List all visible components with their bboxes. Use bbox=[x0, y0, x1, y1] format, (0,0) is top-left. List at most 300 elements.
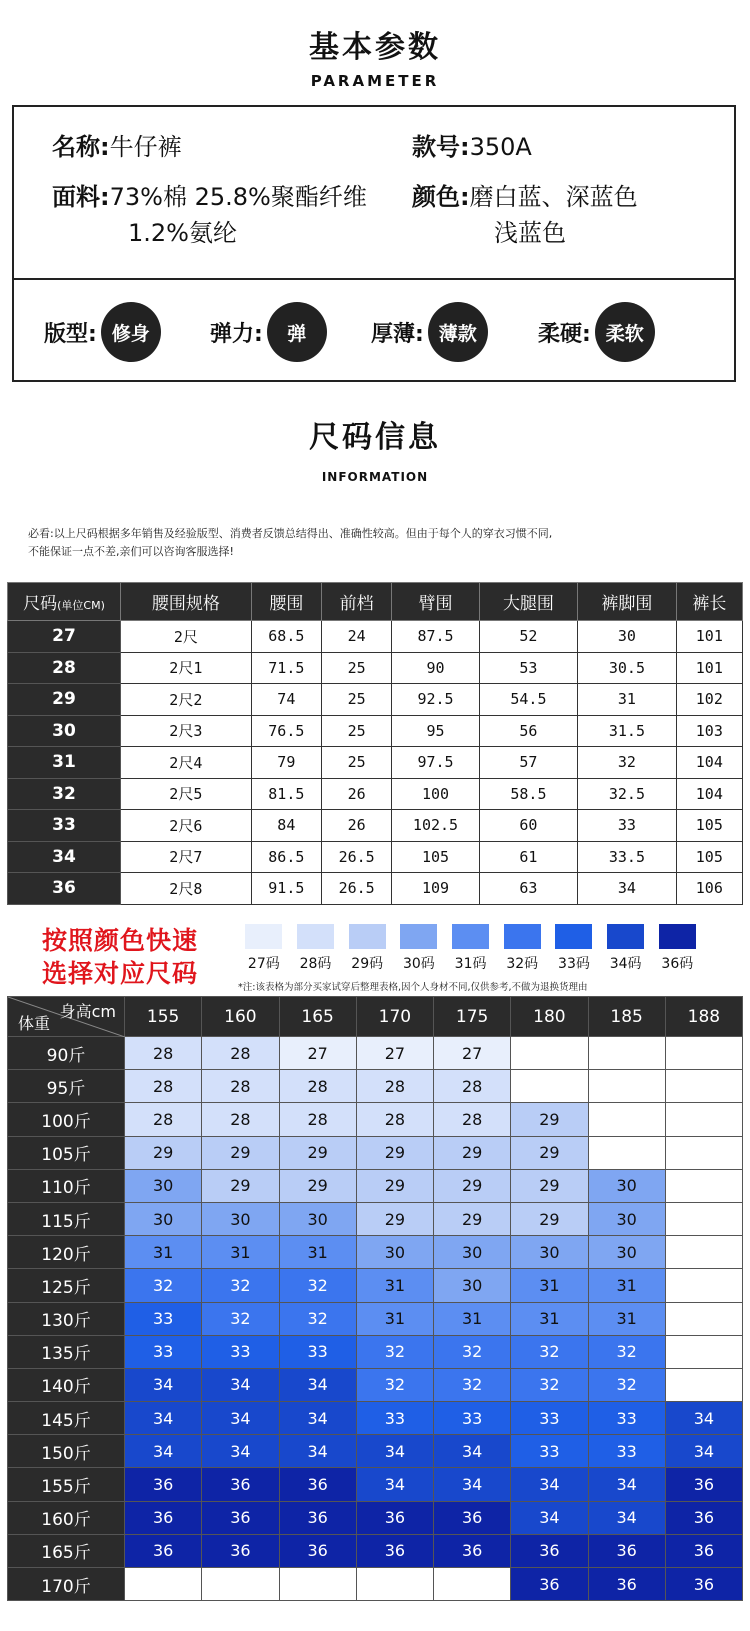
size-table-cell: 97.5 bbox=[392, 747, 479, 779]
size-recommendation-cell: 36 bbox=[665, 1534, 742, 1567]
size-recommendation-cell: 33 bbox=[511, 1435, 588, 1468]
fabric bbox=[52, 179, 367, 215]
size-recommendation-cell bbox=[356, 1568, 433, 1601]
legend-label: 27码 bbox=[247, 956, 280, 972]
size-recommendation-cell: 30 bbox=[588, 1169, 665, 1202]
size-table-cell: 71.5 bbox=[251, 652, 321, 684]
size-recommendation-cell: 34 bbox=[665, 1402, 742, 1435]
size-recommendation-cell: 29 bbox=[434, 1202, 511, 1235]
size-table-cell: 25 bbox=[321, 684, 391, 716]
size-recommendation-cell: 32 bbox=[588, 1335, 665, 1368]
size-recommendation-cell: 31 bbox=[356, 1269, 433, 1302]
size-recommendation-cell: 29 bbox=[356, 1202, 433, 1235]
size-table-cell: 2尺 bbox=[121, 621, 252, 653]
size-recommendation-cell: 33 bbox=[202, 1335, 279, 1368]
size-recommendation-cell: 29 bbox=[279, 1169, 356, 1202]
size-recommendation-cell: 34 bbox=[511, 1468, 588, 1501]
size-recommendation-cell: 28 bbox=[356, 1103, 433, 1136]
size-recommendation-cell: 32 bbox=[511, 1335, 588, 1368]
size-recommendation-cell: 34 bbox=[434, 1468, 511, 1501]
size-label: 29 bbox=[8, 684, 121, 716]
size-label: 34 bbox=[8, 841, 121, 873]
product-name-value: 牛仔裤 bbox=[109, 133, 182, 161]
weight-label: 170斤 bbox=[8, 1568, 125, 1601]
size-table-cell: 101 bbox=[676, 652, 742, 684]
weight-label: 165斤 bbox=[8, 1534, 125, 1567]
height-axis-label: 身高cm bbox=[59, 1002, 116, 1021]
size-header-unit: (单位CM) bbox=[57, 599, 105, 612]
height-header-row bbox=[8, 997, 743, 1037]
size-table-cell: 26 bbox=[321, 810, 391, 842]
size-recommendation-cell: 30 bbox=[434, 1236, 511, 1269]
size-table-cell: 95 bbox=[392, 715, 479, 747]
size-table-cell: 91.5 bbox=[251, 873, 321, 905]
size-recommendation-cell: 33 bbox=[588, 1402, 665, 1435]
size-recommendation-cell: 32 bbox=[434, 1368, 511, 1401]
legend-swatch bbox=[297, 924, 334, 949]
size-recommendation-cell: 27 bbox=[434, 1037, 511, 1070]
size-table-cell: 25 bbox=[321, 747, 391, 779]
size-header-label: 尺码 bbox=[23, 594, 58, 614]
legend-label: 31码 bbox=[454, 956, 487, 972]
legend-swatch bbox=[659, 924, 696, 949]
size-recommendation-cell: 36 bbox=[202, 1501, 279, 1534]
size-recommendation-cell: 28 bbox=[202, 1070, 279, 1103]
size-table-cell: 92.5 bbox=[392, 684, 479, 716]
size-table-row bbox=[8, 810, 743, 842]
size-recommendation-cell: 31 bbox=[279, 1236, 356, 1269]
weight-row bbox=[8, 1103, 743, 1136]
size-label: 31 bbox=[8, 747, 121, 779]
size-table-cell: 32.5 bbox=[578, 778, 676, 810]
weight-row bbox=[8, 1568, 743, 1601]
size-table-cell: 76.5 bbox=[251, 715, 321, 747]
legend-label: 34码 bbox=[609, 956, 642, 972]
fabric-line-1: 73%棉 25.8%聚酯纤维 bbox=[109, 183, 367, 211]
legend-label: 32码 bbox=[506, 956, 539, 972]
size-recommendation-cell: 33 bbox=[356, 1402, 433, 1435]
parameter-box bbox=[12, 105, 736, 382]
size-recommendation-cell bbox=[665, 1037, 742, 1070]
size-recommendation-cell: 28 bbox=[434, 1103, 511, 1136]
size-label: 33 bbox=[8, 810, 121, 842]
color bbox=[412, 179, 638, 215]
size-table-row bbox=[8, 841, 743, 873]
legend-item bbox=[496, 924, 548, 973]
size-table-cell: 30 bbox=[578, 621, 676, 653]
size-table-column-header: 裤长 bbox=[676, 583, 742, 621]
height-weight-table bbox=[7, 996, 743, 1601]
size-recommendation-cell bbox=[665, 1070, 742, 1103]
size-recommendation-cell: 36 bbox=[125, 1501, 202, 1534]
size-table-cell: 26.5 bbox=[321, 841, 391, 873]
weight-row bbox=[8, 1269, 743, 1302]
size-recommendation-cell: 29 bbox=[356, 1169, 433, 1202]
size-table-column-header: 腰围 bbox=[251, 583, 321, 621]
feature-fit-label: 版型: bbox=[44, 321, 97, 347]
size-recommendation-cell: 31 bbox=[511, 1269, 588, 1302]
weight-row bbox=[8, 1534, 743, 1567]
weight-label: 115斤 bbox=[8, 1202, 125, 1235]
size-recommendation-cell: 30 bbox=[511, 1236, 588, 1269]
size-recommendation-cell bbox=[588, 1136, 665, 1169]
color-line-1: 磨白蓝、深蓝色 bbox=[469, 183, 638, 211]
legend-item bbox=[652, 924, 704, 973]
weight-label: 145斤 bbox=[8, 1402, 125, 1435]
model-number-label: 款号: bbox=[412, 133, 470, 161]
size-label: 28 bbox=[8, 652, 121, 684]
size-recommendation-cell: 28 bbox=[434, 1070, 511, 1103]
weight-row bbox=[8, 1501, 743, 1534]
size-recommendation-cell bbox=[125, 1568, 202, 1601]
size-table-cell: 2尺1 bbox=[121, 652, 252, 684]
size-recommendation-cell: 30 bbox=[588, 1236, 665, 1269]
size-recommendation-cell: 29 bbox=[511, 1169, 588, 1202]
size-recommendation-cell: 28 bbox=[125, 1070, 202, 1103]
legend-item bbox=[393, 924, 445, 973]
size-recommendation-cell: 29 bbox=[202, 1136, 279, 1169]
size-recommendation-cell bbox=[279, 1568, 356, 1601]
size-column-header bbox=[8, 583, 121, 621]
size-recommendation-cell: 36 bbox=[125, 1534, 202, 1567]
weight-row bbox=[8, 1335, 743, 1368]
weight-row bbox=[8, 1169, 743, 1202]
size-recommendation-cell: 29 bbox=[202, 1169, 279, 1202]
size-table-cell: 104 bbox=[676, 778, 742, 810]
feature-thickness bbox=[371, 287, 488, 377]
weight-label: 105斤 bbox=[8, 1136, 125, 1169]
size-recommendation-cell: 29 bbox=[511, 1136, 588, 1169]
legend-label: 30码 bbox=[402, 956, 435, 972]
size-recommendation-cell bbox=[511, 1037, 588, 1070]
size-table-cell: 105 bbox=[676, 810, 742, 842]
size-table-cell: 2尺6 bbox=[121, 810, 252, 842]
guide-note: *注:该表格为部分买家试穿后整理表格,因个人身材不同,仅供参考,不做为退换货理由 bbox=[238, 982, 588, 993]
size-recommendation-cell bbox=[665, 1269, 742, 1302]
size-recommendation-cell bbox=[202, 1568, 279, 1601]
size-recommendation-cell: 34 bbox=[356, 1435, 433, 1468]
information-heading bbox=[0, 412, 750, 484]
color-label: 颜色: bbox=[412, 183, 470, 211]
size-recommendation-cell: 31 bbox=[434, 1302, 511, 1335]
size-recommendation-cell: 32 bbox=[356, 1335, 433, 1368]
color-line-2: 浅蓝色 bbox=[494, 219, 566, 247]
height-column-header: 155 bbox=[125, 997, 202, 1037]
legend-swatch bbox=[245, 924, 282, 949]
size-table-cell: 25 bbox=[321, 652, 391, 684]
model-number-value: 350A bbox=[469, 133, 532, 161]
size-table-cell: 30.5 bbox=[578, 652, 676, 684]
size-recommendation-cell: 28 bbox=[279, 1070, 356, 1103]
size-table-cell: 2尺4 bbox=[121, 747, 252, 779]
size-recommendation-cell: 34 bbox=[665, 1435, 742, 1468]
size-table-cell: 105 bbox=[676, 841, 742, 873]
size-recommendation-cell: 29 bbox=[511, 1103, 588, 1136]
weight-label: 135斤 bbox=[8, 1335, 125, 1368]
size-recommendation-cell: 36 bbox=[279, 1468, 356, 1501]
size-recommendation-cell: 31 bbox=[202, 1236, 279, 1269]
size-recommendation-cell: 36 bbox=[434, 1501, 511, 1534]
weight-label: 90斤 bbox=[8, 1037, 125, 1070]
size-recommendation-cell: 31 bbox=[588, 1269, 665, 1302]
height-column-header: 175 bbox=[434, 997, 511, 1037]
notice-line-2: 不能保证一点不差,亲们可以咨询客服选择! bbox=[28, 545, 234, 558]
size-recommendation-cell: 31 bbox=[125, 1236, 202, 1269]
size-table-cell: 2尺8 bbox=[121, 873, 252, 905]
size-recommendation-cell: 36 bbox=[665, 1568, 742, 1601]
feature-softness bbox=[538, 287, 655, 377]
size-table-cell: 104 bbox=[676, 747, 742, 779]
size-table bbox=[7, 582, 743, 905]
size-table-cell: 26 bbox=[321, 778, 391, 810]
size-recommendation-cell bbox=[588, 1103, 665, 1136]
height-column-header: 188 bbox=[665, 997, 742, 1037]
size-recommendation-cell: 29 bbox=[511, 1202, 588, 1235]
size-recommendation-cell: 28 bbox=[202, 1103, 279, 1136]
size-recommendation-cell: 36 bbox=[665, 1468, 742, 1501]
weight-row bbox=[8, 1302, 743, 1335]
size-table-cell: 90 bbox=[392, 652, 479, 684]
size-recommendation-cell: 34 bbox=[125, 1435, 202, 1468]
size-recommendation-cell: 36 bbox=[665, 1501, 742, 1534]
size-table-row bbox=[8, 778, 743, 810]
legend-item bbox=[600, 924, 652, 973]
size-table-header bbox=[8, 583, 743, 621]
size-recommendation-cell: 32 bbox=[202, 1302, 279, 1335]
size-table-row bbox=[8, 621, 743, 653]
size-recommendation-cell bbox=[434, 1568, 511, 1601]
size-table-cell: 56 bbox=[479, 715, 577, 747]
weight-label: 95斤 bbox=[8, 1070, 125, 1103]
feature-elasticity-badge: 弹 bbox=[267, 302, 327, 362]
weight-label: 130斤 bbox=[8, 1302, 125, 1335]
weight-row bbox=[8, 1070, 743, 1103]
size-recommendation-cell: 36 bbox=[279, 1501, 356, 1534]
legend-swatch bbox=[607, 924, 644, 949]
size-recommendation-cell: 33 bbox=[434, 1402, 511, 1435]
legend-swatch bbox=[349, 924, 386, 949]
feature-softness-label: 柔硬: bbox=[538, 321, 591, 347]
color-guide-title-line-1: 按照颜色快速 bbox=[42, 926, 199, 955]
information-subtitle: INFORMATION bbox=[321, 470, 429, 484]
size-recommendation-cell: 29 bbox=[356, 1136, 433, 1169]
size-recommendation-cell: 34 bbox=[434, 1435, 511, 1468]
size-recommendation-cell bbox=[588, 1037, 665, 1070]
size-table-cell: 87.5 bbox=[392, 621, 479, 653]
legend-item bbox=[238, 924, 290, 973]
size-label: 30 bbox=[8, 715, 121, 747]
size-table-column-header: 大腿围 bbox=[479, 583, 577, 621]
height-column-header: 165 bbox=[279, 997, 356, 1037]
size-table-cell: 26.5 bbox=[321, 873, 391, 905]
size-recommendation-cell: 30 bbox=[125, 1202, 202, 1235]
size-table-cell: 102.5 bbox=[392, 810, 479, 842]
size-recommendation-cell: 30 bbox=[279, 1202, 356, 1235]
size-recommendation-cell bbox=[665, 1136, 742, 1169]
size-recommendation-cell: 34 bbox=[588, 1468, 665, 1501]
size-table-cell: 102 bbox=[676, 684, 742, 716]
size-table-row bbox=[8, 715, 743, 747]
feature-elasticity bbox=[210, 287, 327, 377]
size-table-cell: 58.5 bbox=[479, 778, 577, 810]
legend-item bbox=[445, 924, 497, 973]
weight-label: 160斤 bbox=[8, 1501, 125, 1534]
size-recommendation-cell: 31 bbox=[356, 1302, 433, 1335]
size-color-legend bbox=[238, 924, 703, 973]
color-guide-title-line-2: 选择对应尺码 bbox=[42, 959, 199, 988]
weight-label: 140斤 bbox=[8, 1368, 125, 1401]
table-corner bbox=[8, 997, 125, 1037]
size-table-row bbox=[8, 873, 743, 905]
size-table-cell: 25 bbox=[321, 715, 391, 747]
size-table-cell: 53 bbox=[479, 652, 577, 684]
feature-softness-badge: 柔软 bbox=[595, 302, 655, 362]
size-label: 32 bbox=[8, 778, 121, 810]
legend-label: 33码 bbox=[558, 956, 590, 972]
size-table-cell: 2尺7 bbox=[121, 841, 252, 873]
notice-line-1: 必看:以上尺码根据多年销售及经验版型、消费者反馈总结得出、准确性较高。但由于每个人的穿衣习惯不同, bbox=[28, 527, 553, 540]
height-column-header: 170 bbox=[356, 997, 433, 1037]
size-table-column-header: 裤脚围 bbox=[578, 583, 676, 621]
size-table-cell: 57 bbox=[479, 747, 577, 779]
weight-label: 125斤 bbox=[8, 1269, 125, 1302]
weight-label: 150斤 bbox=[8, 1435, 125, 1468]
size-recommendation-cell: 31 bbox=[588, 1302, 665, 1335]
size-recommendation-cell: 33 bbox=[588, 1435, 665, 1468]
fabric-label: 面料: bbox=[52, 183, 110, 211]
weight-axis-label: 体重 bbox=[18, 1014, 51, 1033]
size-table-cell: 2尺2 bbox=[121, 684, 252, 716]
size-recommendation-cell: 32 bbox=[125, 1269, 202, 1302]
weight-row bbox=[8, 1136, 743, 1169]
parameter-subtitle: PARAMETER bbox=[310, 72, 440, 90]
size-recommendation-cell: 29 bbox=[279, 1136, 356, 1169]
size-table-cell: 31 bbox=[578, 684, 676, 716]
weight-row bbox=[8, 1368, 743, 1401]
size-recommendation-cell: 36 bbox=[588, 1534, 665, 1567]
model-number bbox=[412, 129, 532, 165]
size-recommendation-cell: 32 bbox=[434, 1335, 511, 1368]
size-recommendation-cell bbox=[665, 1202, 742, 1235]
size-table-cell: 106 bbox=[676, 873, 742, 905]
height-column-header: 160 bbox=[202, 997, 279, 1037]
size-table-cell: 105 bbox=[392, 841, 479, 873]
size-recommendation-cell: 34 bbox=[125, 1402, 202, 1435]
weight-row bbox=[8, 1202, 743, 1235]
legend-swatch bbox=[452, 924, 489, 949]
size-table-cell: 2尺3 bbox=[121, 715, 252, 747]
feature-elasticity-label: 弹力: bbox=[210, 321, 263, 347]
size-recommendation-cell: 32 bbox=[356, 1368, 433, 1401]
weight-label: 110斤 bbox=[8, 1169, 125, 1202]
size-recommendation-cell: 28 bbox=[202, 1037, 279, 1070]
parameter-title: 基本参数 bbox=[309, 30, 441, 65]
size-table-cell: 100 bbox=[392, 778, 479, 810]
size-notice bbox=[28, 525, 728, 561]
legend-item bbox=[290, 924, 342, 973]
size-recommendation-cell: 32 bbox=[279, 1302, 356, 1335]
size-table-cell: 54.5 bbox=[479, 684, 577, 716]
size-recommendation-cell: 34 bbox=[202, 1368, 279, 1401]
size-table-row bbox=[8, 652, 743, 684]
size-recommendation-cell: 32 bbox=[511, 1368, 588, 1401]
size-recommendation-cell bbox=[665, 1368, 742, 1401]
size-table-cell: 86.5 bbox=[251, 841, 321, 873]
legend-item bbox=[341, 924, 393, 973]
size-recommendation-cell: 36 bbox=[588, 1568, 665, 1601]
weight-row bbox=[8, 1236, 743, 1269]
size-recommendation-cell: 28 bbox=[125, 1103, 202, 1136]
size-table-cell: 103 bbox=[676, 715, 742, 747]
size-recommendation-cell: 32 bbox=[202, 1269, 279, 1302]
size-table-cell: 33.5 bbox=[578, 841, 676, 873]
weight-row bbox=[8, 1435, 743, 1468]
size-table-column-header: 腰围规格 bbox=[121, 583, 252, 621]
size-table-cell: 32 bbox=[578, 747, 676, 779]
size-table-cell: 24 bbox=[321, 621, 391, 653]
size-recommendation-cell: 30 bbox=[434, 1269, 511, 1302]
size-table-cell: 63 bbox=[479, 873, 577, 905]
weight-row bbox=[8, 1402, 743, 1435]
size-recommendation-cell: 33 bbox=[279, 1335, 356, 1368]
legend-swatch bbox=[555, 924, 592, 949]
size-table-cell: 74 bbox=[251, 684, 321, 716]
size-recommendation-cell: 36 bbox=[511, 1534, 588, 1567]
size-recommendation-cell: 32 bbox=[588, 1368, 665, 1401]
weight-row bbox=[8, 1037, 743, 1070]
size-recommendation-cell: 36 bbox=[125, 1468, 202, 1501]
size-table-column-header: 臂围 bbox=[392, 583, 479, 621]
information-title: 尺码信息 bbox=[309, 420, 441, 455]
size-recommendation-cell: 33 bbox=[125, 1302, 202, 1335]
legend-label: 36码 bbox=[661, 956, 694, 972]
size-recommendation-cell: 34 bbox=[125, 1368, 202, 1401]
weight-label: 120斤 bbox=[8, 1236, 125, 1269]
size-recommendation-cell: 36 bbox=[202, 1534, 279, 1567]
size-table-cell: 60 bbox=[479, 810, 577, 842]
legend-label: 28码 bbox=[299, 956, 332, 972]
size-recommendation-cell: 31 bbox=[511, 1302, 588, 1335]
color-guide-title bbox=[42, 924, 198, 990]
size-recommendation-cell: 36 bbox=[356, 1501, 433, 1534]
size-recommendation-cell: 30 bbox=[588, 1202, 665, 1235]
size-recommendation-cell: 36 bbox=[434, 1534, 511, 1567]
size-recommendation-cell: 33 bbox=[125, 1335, 202, 1368]
size-table-cell: 101 bbox=[676, 621, 742, 653]
size-recommendation-cell bbox=[665, 1169, 742, 1202]
size-recommendation-cell: 34 bbox=[202, 1402, 279, 1435]
size-recommendation-cell: 27 bbox=[356, 1037, 433, 1070]
legend-label: 29码 bbox=[351, 956, 384, 972]
size-recommendation-cell: 28 bbox=[356, 1070, 433, 1103]
size-recommendation-cell: 29 bbox=[125, 1136, 202, 1169]
size-recommendation-cell: 28 bbox=[279, 1103, 356, 1136]
legend-item bbox=[548, 924, 600, 973]
size-recommendation-cell bbox=[665, 1302, 742, 1335]
height-column-header: 185 bbox=[588, 997, 665, 1037]
parameter-heading bbox=[0, 22, 750, 90]
size-recommendation-cell: 29 bbox=[434, 1136, 511, 1169]
size-recommendation-cell: 33 bbox=[511, 1402, 588, 1435]
size-recommendation-cell: 36 bbox=[279, 1534, 356, 1567]
size-table-cell: 109 bbox=[392, 873, 479, 905]
size-table-cell: 61 bbox=[479, 841, 577, 873]
size-recommendation-cell: 28 bbox=[125, 1037, 202, 1070]
weight-label: 155斤 bbox=[8, 1468, 125, 1501]
height-column-header: 180 bbox=[511, 997, 588, 1037]
size-recommendation-cell: 36 bbox=[356, 1534, 433, 1567]
size-table-cell: 34 bbox=[578, 873, 676, 905]
